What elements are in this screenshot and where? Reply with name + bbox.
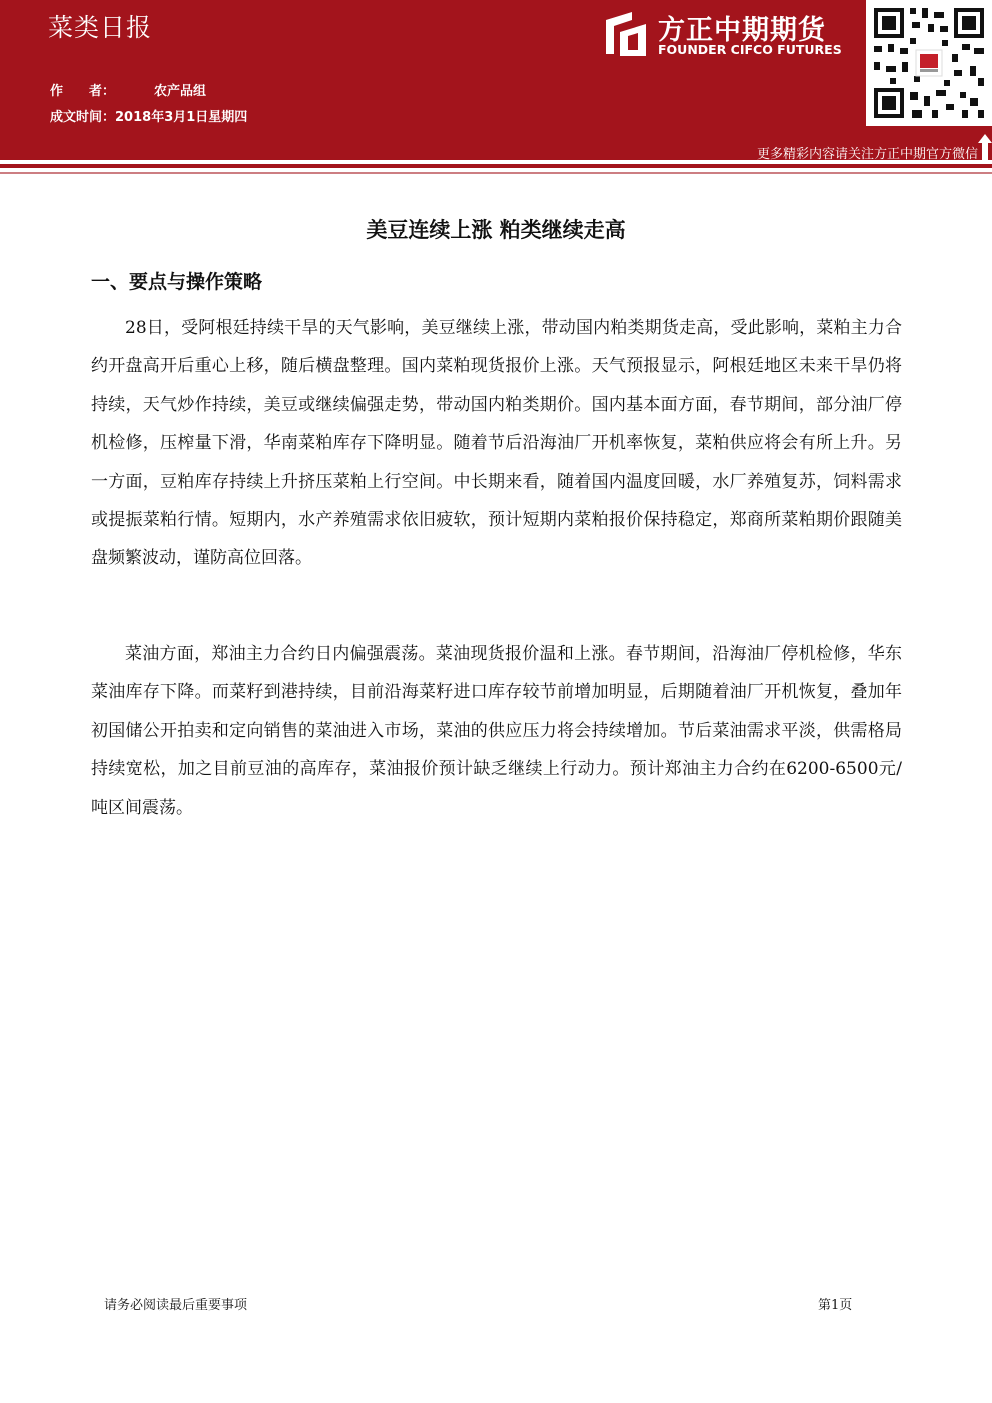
date-line [50,106,247,125]
paragraph-meal: 28日，受阿根廷持续干旱的天气影响，美豆继续上涨，带动国内粕类期货走高，受此影响，菜粕主力合约开盘高开后重心上移，随后横盘整理。国内菜粕现货报价上涨。天气预报显示，阿根廷地区未来干旱仍将持续，天气炒作持续，美豆或继续偏强走势，带动国内粕类期价。国内基本面方面，春节期间，部分油厂停机检修，压榨量下滑，华南菜粕库存下降明显。随着节后沿海油厂开机率恢复，菜粕供应将会有所上升。另一方面，豆粕库存持续上升挤压菜粕上行空间。中长期来看，随着国内温度回暖，水厂养殖复苏，饲料需求或提振菜粕行情。短期内，水产养殖需求依旧疲软，预计短期内菜粕报价保持稳定，郑商所菜粕期价跟随美盘频繁波动，谨防高位回落。 [91,318,902,569]
wechat-qr-code [866,0,992,126]
header-divider [0,164,992,168]
logo-mark-icon [602,10,650,58]
date-label: 成文时间： [50,110,116,125]
paragraph-oil: 菜油方面，郑油主力合约日内偏强震荡。菜油现货报价温和上涨。春节期间，沿海油厂停机检修，华东菜油库存下降。而菜籽到港持续，目前沿海菜籽进口库存较节前增加明显，后期随着油厂开机恢复，叠加年初国储公开拍卖和定向销售的菜油进入市场，菜油的供应压力将会持续增加。节后菜油需求平淡，供需格局持续宽松，加之目前豆油的高库存，菜油报价预计缺乏继续上行动力。预计郑油主力合约在6200-6500元/吨区间震荡。 [91,644,902,818]
section-heading: 一、要点与操作策略 [91,271,263,293]
date-value: 2018年3月1日星期四 [115,110,248,125]
report-header [0,0,992,160]
author-label: 作 者： [50,84,116,99]
author-value: 农产品组 [154,84,207,99]
footer-notice: 请务必阅读最后重要事项 [104,1298,248,1313]
company-logo [602,8,862,64]
logo-chinese-name: 方正中期期货 [658,15,826,46]
page-number: 第1页 [818,1298,853,1313]
report-type: 菜类日报 [48,13,153,42]
logo-english-name: FOUNDER CIFCO FUTURES [658,42,842,57]
article-title: 美豆连续上涨 粕类继续走高 [366,218,626,242]
follow-wechat-text: 更多精彩内容请关注方正中期官方微信 [756,147,978,162]
author-line [50,80,206,99]
header-divider-thin [0,172,992,174]
up-arrow-icon [978,134,992,160]
